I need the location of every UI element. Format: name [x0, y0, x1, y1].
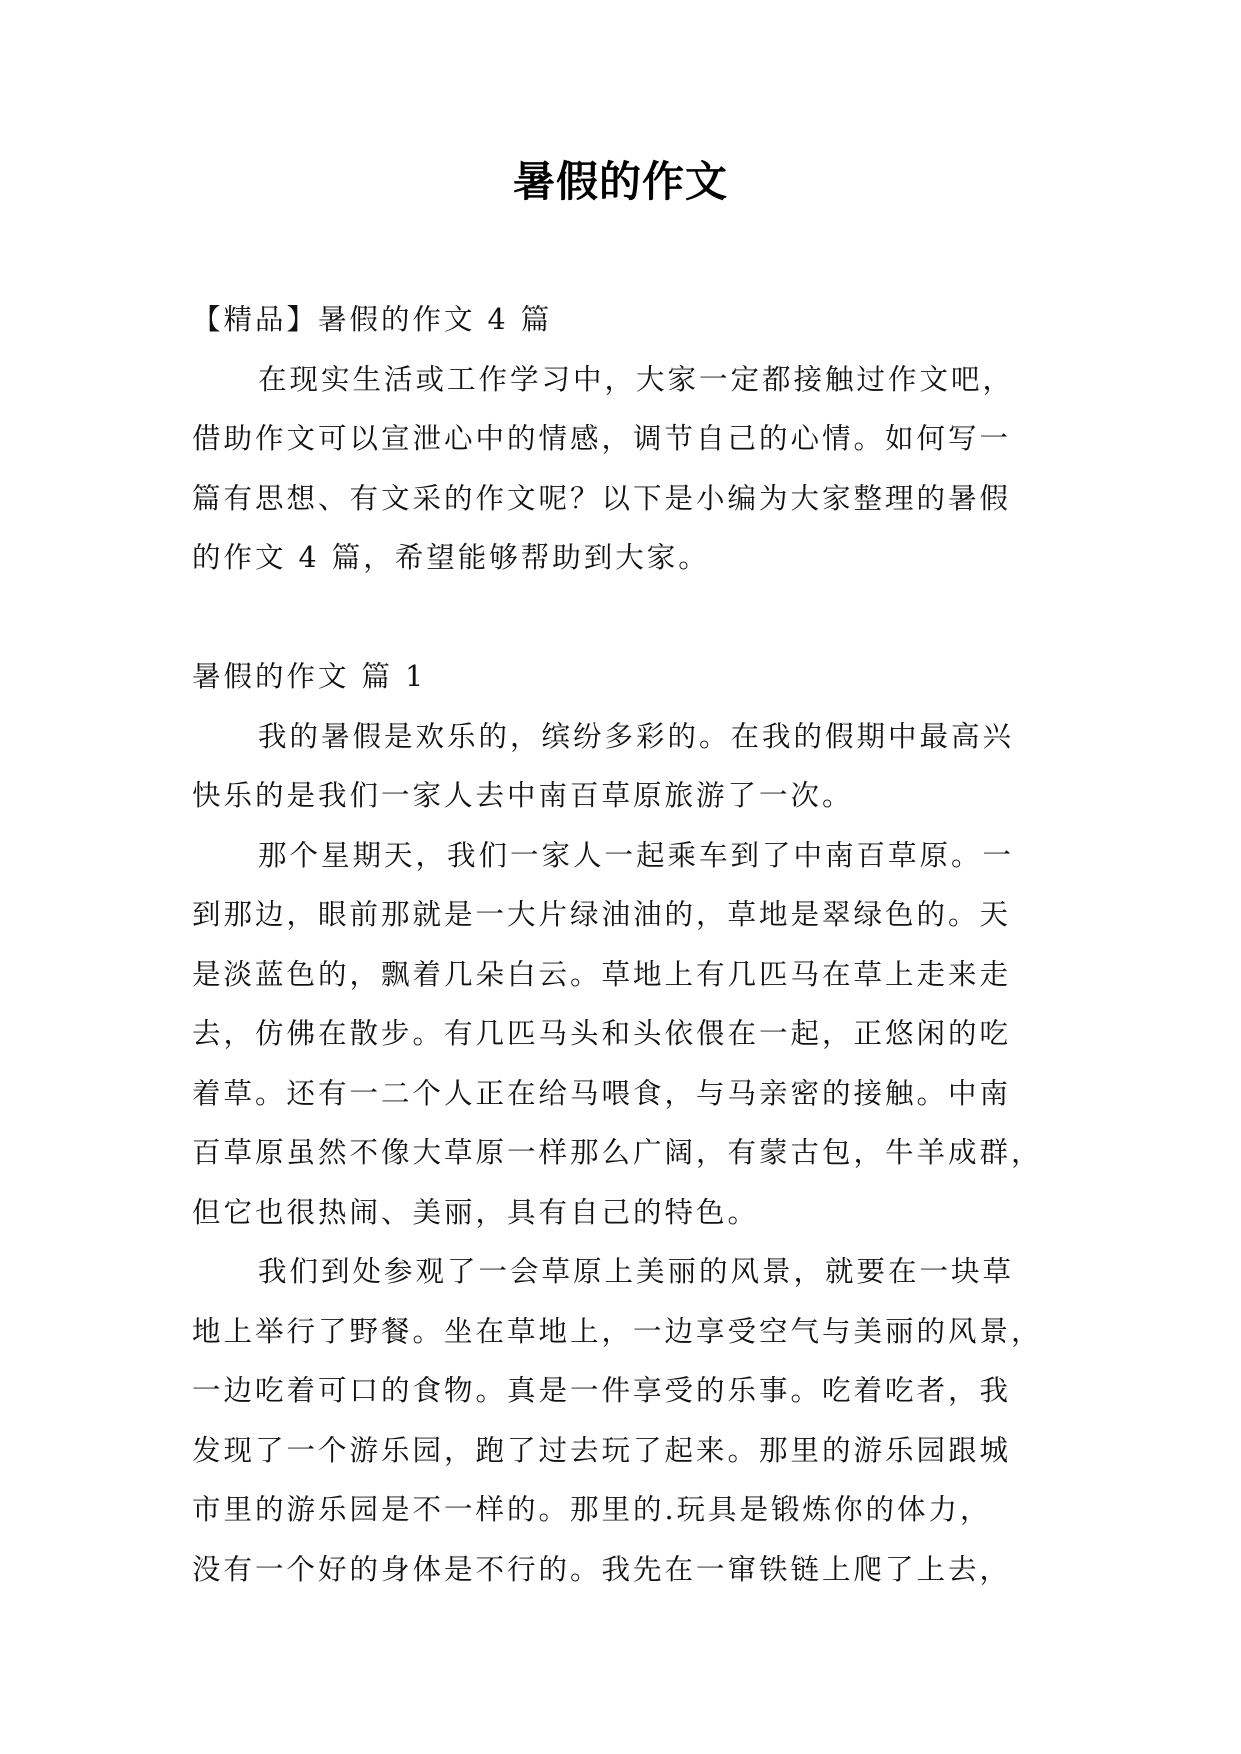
text-line: 篇有思想、有文采的作文呢？以下是小编为大家整理的暑假 — [192, 481, 1012, 515]
text-line: 快乐的是我们一家人去中南百草原旅游了一次。 — [192, 779, 854, 812]
text-line: 我们到处参观了一会草原上美丽的风景，就要在一块草 — [258, 1255, 1015, 1288]
paragraph-gap — [192, 588, 1052, 648]
text-line: 我的暑假是欢乐的，缤纷多彩的。在我的假期中最高兴 — [258, 719, 1015, 753]
text-line: 但它也很热闹、美丽，具有自己的特色。 — [192, 1195, 760, 1229]
text-line: 发现了一个游乐园，跑了过去玩了起来。那里的游乐园跟城 — [192, 1433, 1012, 1467]
text-line: 没有一个好的身体是不行的。我先在一窜铁链上爬了上去， — [192, 1552, 1012, 1586]
text-line: 百草原虽然不像大草原一样那么广阔，有蒙古包，牛羊成群， — [192, 1136, 1043, 1169]
text-line: 那个星期天，我们一家人一起乘车到了中南百草原。一 — [258, 838, 1015, 872]
text-line: 的作文 4 篇，希望能够帮助到大家。 — [192, 541, 710, 574]
text-line: 在现实生活或工作学习中，大家一定都接触过作文吧， — [258, 362, 1015, 396]
document-body — [192, 290, 1052, 1599]
text-line: 是淡蓝色的，飘着几朵白云。草地上有几匹马在草上走来走 — [192, 957, 1012, 991]
text-line: 市里的游乐园是不一样的。那里的.玩具是锻炼你的体力， — [192, 1493, 992, 1526]
text-line: 【精品】暑假的作文 4 篇 — [192, 303, 553, 336]
text-line: 到那边，眼前那就是一大片绿油油的，草地是翠绿色的。天 — [192, 898, 1012, 931]
text-line: 暑假的作文 篇 1 — [192, 660, 427, 693]
text-line: 去，仿佛在散步。有几匹马头和头依偎在一起，正悠闲的吃 — [192, 1017, 1012, 1050]
text-line: 地上举行了野餐。坐在草地上，一边享受空气与美丽的风景， — [192, 1314, 1043, 1348]
text-line: 一边吃着可口的食物。真是一件享受的乐事。吃着吃者，我 — [192, 1374, 1012, 1407]
text-line: 着草。还有一二个人正在给马喂食，与马亲密的接触。中南 — [192, 1076, 1012, 1110]
text-line: 借助作文可以宣泄心中的情感，调节自己的心情。如何写一 — [192, 422, 1012, 455]
document-title: 暑假的作文 — [512, 157, 728, 206]
